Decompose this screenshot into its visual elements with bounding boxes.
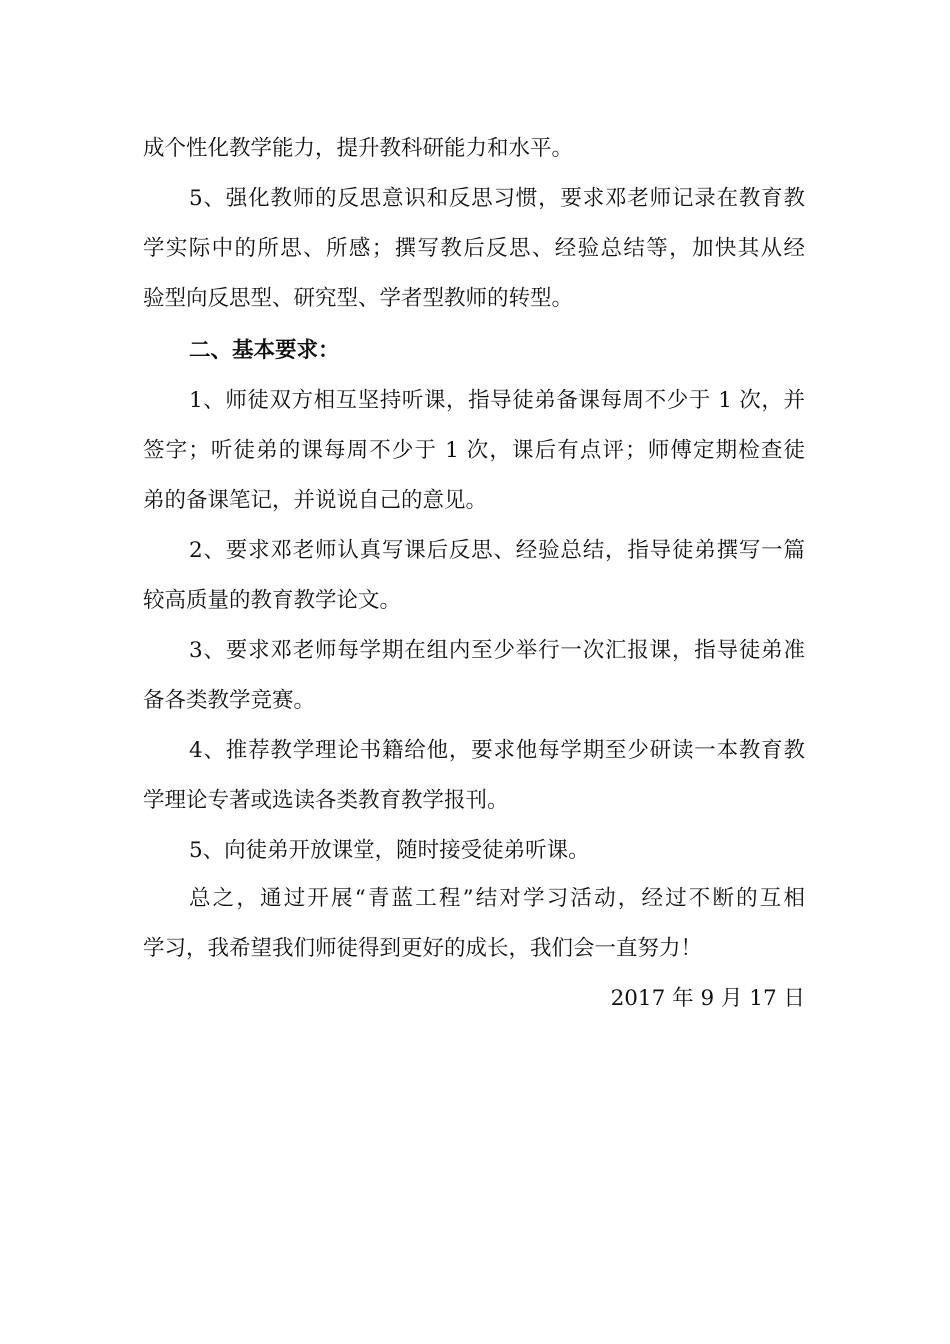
document-date: 2017 年 9 月 17 日	[610, 986, 805, 1011]
paragraph-line: 学实际中的所思、所感；撰写教后反思、经验总结等，加快其从经	[143, 236, 805, 261]
section-heading: 二、基本要求：	[189, 338, 340, 363]
paragraph-line: 2、要求邓老师认真写课后反思、经验总结，指导徒弟撰写一篇	[189, 538, 805, 563]
paragraph-line: 1、师徒双方相互坚持听课，指导徒弟备课每周不少于 1 次，并	[189, 388, 805, 413]
paragraph-line: 学理论专著或选读各类教育教学报刊。	[143, 788, 509, 813]
paragraph-line: 总之，通过开展“青蓝工程”结对学习活动，经过不断的互相	[189, 886, 805, 911]
paragraph-line: 成个性化教学能力，提升教科研能力和水平。	[143, 136, 574, 161]
paragraph-line: 较高质量的教育教学论文。	[143, 588, 402, 613]
paragraph-line: 备各类教学竞赛。	[143, 688, 316, 713]
paragraph-line: 验型向反思型、研究型、学者型教师的转型。	[143, 286, 574, 311]
paragraph-line: 5、向徒弟开放课堂，随时接受徒弟听课。	[189, 838, 590, 863]
paragraph-line: 学习，我希望我们师徒得到更好的成长，我们会一直努力！	[143, 936, 703, 961]
paragraph-line: 4、推荐教学理论书籍给他，要求他每学期至少研读一本教育教	[189, 738, 805, 763]
paragraph-line: 弟的备课笔记，并说说自己的意见。	[143, 488, 488, 513]
paragraph-line: 3、要求邓老师每学期在组内至少举行一次汇报课，指导徒弟准	[189, 638, 805, 663]
paragraph-line: 5、强化教师的反思意识和反思习惯，要求邓老师记录在教育教	[189, 186, 805, 211]
paragraph-line: 签字；听徒弟的课每周不少于 1 次，课后有点评；师傅定期检查徒	[143, 438, 805, 463]
